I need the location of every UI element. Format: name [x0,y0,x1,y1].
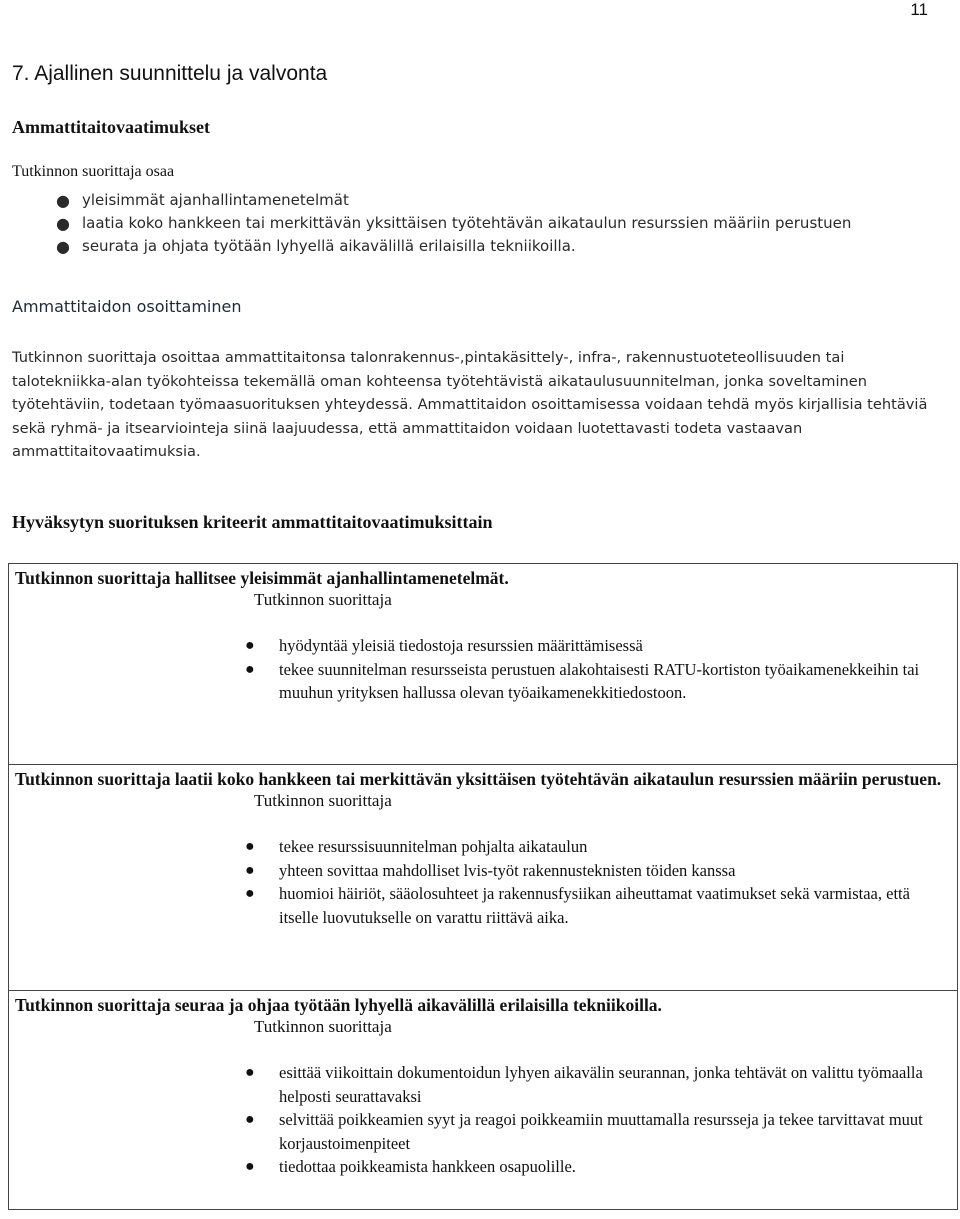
list-item-text: hyödyntää yleisiä tiedostoja resurssien määrittämisessä [279,636,643,655]
bullet-icon: ● [245,861,255,879]
performer-label: Tutkinnon suorittaja [254,791,392,810]
list-item [56,212,942,235]
list-item [245,634,947,658]
criteria-section [9,564,958,765]
list-item-text: esittää viikoittain dokumentoidun lyhyen aikavälin seurannan, jonka tehtävät on valittu työmaalla helposti seurattavaksi [279,1063,923,1106]
criteria-section [9,765,958,991]
bullet-icon: ● [245,1158,255,1175]
list-item [245,835,947,859]
list-item [245,1155,947,1179]
list-item-text: yleisimmät ajanhallintamenetelmät [82,191,349,209]
section-title: Tutkinnon suorittaja hallitsee yleisimmät ajanhallintamenetelmät. [15,568,509,588]
list-item [245,859,947,883]
section-title: Tutkinnon suorittaja laatii koko hankkeen tai merkittävän yksittäisen työtehtävän aikataulun resurssien määriin perustuen. [15,769,942,789]
list-item-text: tiedottaa poikkeamista hankkeen osapuolille. [279,1157,576,1176]
bullet-icon: ● [245,1111,255,1128]
criteria-list [9,1061,957,1179]
list-item [56,189,942,212]
requirements-list [12,189,942,258]
criteria-section [9,991,958,1210]
requirements-heading: Ammattitaitovaatimukset [12,117,210,137]
criteria-cell [9,765,958,991]
chapter-title: 7. Ajallinen suunnittelu ja valvonta [12,62,328,85]
criteria-heading: Hyväksytyn suorituksen kriteerit ammattitaitovaatimuksittain [12,512,493,532]
list-item [245,658,947,705]
list-item-text: selvittää poikkeamien syyt ja reagoi poikkeamiin muuttamalla resursseja ja tekee tarvittavat muut korjaustoimenpiteet [279,1110,923,1153]
criteria-list [9,634,957,705]
list-item [245,1061,947,1108]
requirements-intro: Tutkinnon suorittaja osaa [12,163,175,180]
bullet-icon: ● [245,660,255,678]
list-item-text: huomioi häiriöt, sääolosuhteet ja rakennusfysiikan aiheuttamat vaatimukset sekä varmistaa, että itselle luovutukselle on varattu riittävä aika. [279,884,910,927]
performer-label: Tutkinnon suorittaja [254,1017,392,1036]
bullet-icon: ● [56,237,70,256]
bullet-icon: ● [245,838,255,855]
bullet-icon: ● [245,1064,255,1081]
list-item-text: tekee suunnitelman resursseista perustuen alakohtaisesti RATU-kortiston työaikamenekkeihin tai muuhun yrityksen hallussa olevan työaikamenekkitiedostoon. [279,659,920,702]
demonstration-heading: Ammattitaidon osoittaminen [12,297,242,316]
demonstration-text: Tutkinnon suorittaja osoittaa ammattitaitonsa talonrakennus-,pintakäsittely-, infra-, rakennustuoteteollisuuden tai talotekniikka-alan työkohteissa tekemällä oman kohteensa työtehtävistä aikataulusuunnitelman, jonka soveltaminen työtehtäviin, todetaan työmaasuorituksen yhteydessä. Ammattitaidon osoittamisessa voidaan tehdä myös kirjallisia tehtäviä sekä ryhmä- ja itsearviointeja siinä laajuudessa, että ammattitaidon voidaan luotettavasti todeta vastaavan ammattitaitovaatimuksia. [12,349,928,460]
list-item [245,882,947,929]
criteria-cell [9,991,958,1210]
list-item-text: seurata ja ohjata työtään lyhyellä aikavälillä erilaisilla tekniikoilla. [82,237,576,255]
bullet-icon: ● [56,214,70,233]
criteria-cell [9,564,958,765]
section-title: Tutkinnon suorittaja seuraa ja ohjaa työtään lyhyellä aikavälillä erilaisilla tekniikoilla. [15,995,662,1015]
criteria-list [9,835,957,929]
list-item-text: yhteen sovittaa mahdolliset lvis-työt rakennusteknisten töiden kanssa [279,860,736,880]
list-item [245,1108,947,1155]
criteria-table [8,563,958,1210]
list-item [56,235,942,258]
bullet-icon: ● [245,637,255,654]
bullet-icon: ● [56,191,70,210]
list-item-text: laatia koko hankkeen tai merkittävän yksittäisen työtehtävän aikataulun resurssien määriin perustuen [82,214,852,232]
performer-label: Tutkinnon suorittaja [254,590,392,609]
bullet-icon: ● [245,885,255,902]
page-number: 11 [910,0,928,19]
list-item-text: tekee resurssisuunnitelman pohjalta aikataulun [279,837,588,856]
